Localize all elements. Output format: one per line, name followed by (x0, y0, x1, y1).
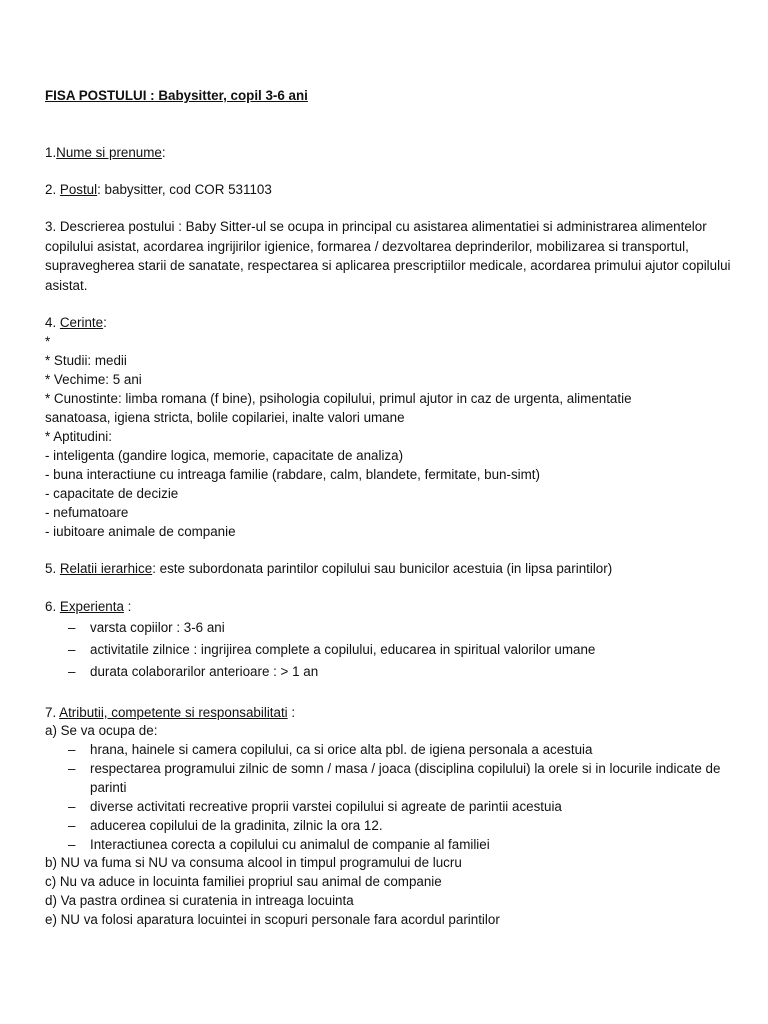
experience-item: – varsta copiilor : 3-6 ani (68, 617, 738, 639)
duty-item: – Interactiunea corecta a copilului cu animalul de companie al familiei (68, 835, 738, 854)
duty-line: d) Va pastra ordinea si curatenia in intreaga locuinta (45, 893, 354, 908)
duties-a-label: a) Se va ocupa de: (45, 723, 158, 738)
section-text: : babysitter, cod COR 531103 (97, 182, 272, 197)
duty-line: c) Nu va aduce in locuinta familiei propriul sau animal de companie (45, 874, 442, 889)
section-label: Nume si prenume (56, 145, 162, 160)
section-4-requirements-heading (45, 313, 107, 332)
section-number: 6. (45, 599, 60, 614)
requirement-line: * Studii: medii (45, 353, 127, 368)
section-label: Cerinte (59, 315, 104, 330)
section-2-post (45, 180, 272, 199)
section-text: : (161, 145, 166, 160)
section-text: : (287, 705, 296, 720)
duty-line: e) NU va folosi aparatura locuintei in scopuri personale fara acordul parintilor (45, 912, 500, 927)
section-label: Atributii, competente si responsabilitati (59, 705, 288, 720)
experience-item: – durata colaborarilor anterioare : > 1 an (68, 661, 738, 683)
section-text: : (123, 599, 132, 614)
section-label: Experienta (59, 599, 124, 614)
experience-item: – activitatile zilnice : ingrijirea complete a copilului, educarea in spiritual valorilor umane (68, 639, 738, 661)
requirement-line: - capacitate de decizie (45, 486, 179, 501)
duty-item: – diverse activitati recreative proprii varstei copilului si agreate de parintii acestuia (68, 797, 738, 816)
duties-other-list (45, 853, 500, 929)
section-1-name (45, 143, 166, 162)
requirements-list (45, 332, 632, 541)
requirement-line: * Aptitudini: (45, 429, 112, 444)
section-label: Relatii ierarhice (59, 561, 153, 576)
section-text: : este subordonata parintilor copilului sau bunicilor acestuia (in lipsa parintilor) (152, 561, 613, 576)
duty-item: – respectarea programului zilnic de somn / masa / joaca (disciplina copilului) la orele si in locurile indicate de parinti (68, 759, 738, 797)
section-6-experience-heading (45, 597, 131, 616)
section-number: 1. (45, 145, 57, 160)
duties-a-list (68, 740, 738, 854)
requirement-line: - inteligenta (gandire logica, memorie, capacitate de analiza) (45, 448, 404, 463)
section-number: 7. (45, 705, 60, 720)
requirement-line: * Cunostinte: limba romana (f bine), psihologia copilului, primul ajutor in caz de urgenta, alimentatie (45, 391, 632, 406)
requirement-line: * (45, 334, 51, 349)
section-text: : (103, 315, 107, 330)
requirement-line: - nefumatoare (45, 505, 129, 520)
duty-item: – hrana, hainele si camera copilului, ca si orice alta pbl. de igiena personala a acestuia (68, 740, 738, 759)
requirement-line: - buna interactiune cu intreaga familie (rabdare, calm, blandete, fermitate, bun-simt) (45, 467, 540, 482)
requirement-line: * Vechime: 5 ani (45, 372, 142, 387)
section-label: Postul (59, 182, 98, 197)
document-title: FISA POSTULUI : Babysitter, copil 3-6 ani (45, 88, 308, 103)
requirement-line: - iubitoare animale de companie (45, 524, 236, 539)
section-7-duties-heading (45, 703, 295, 722)
requirement-line: sanatoasa, igiena stricta, bolile copilariei, inalte valori umane (45, 410, 405, 425)
section-number: 5. (45, 561, 60, 576)
section-number: 4. (45, 315, 60, 330)
section-3-description: 3. Descrierea postului : Baby Sitter-ul se ocupa in principal cu asistarea alimentatiei si administrarea alimentelor copilului asistat, acordarea ingrijirilor igienice, formarea / dezvoltarea deprinderilor, mobilizarea si transportul, supravegherea starii de sanatate, respectarea si aplicarea prescriptiilor medicale, acordarea primului ajutor copilului asistat. (45, 219, 731, 293)
duty-line: b) NU va fuma si NU va consuma alcool in timpul programului de lucru (45, 855, 462, 870)
section-number: 2. (45, 182, 60, 197)
experience-list (68, 617, 738, 683)
duty-item: – aducerea copilului de la gradinita, zilnic la ora 12. (68, 816, 738, 835)
section-5-hierarchy (45, 559, 612, 578)
